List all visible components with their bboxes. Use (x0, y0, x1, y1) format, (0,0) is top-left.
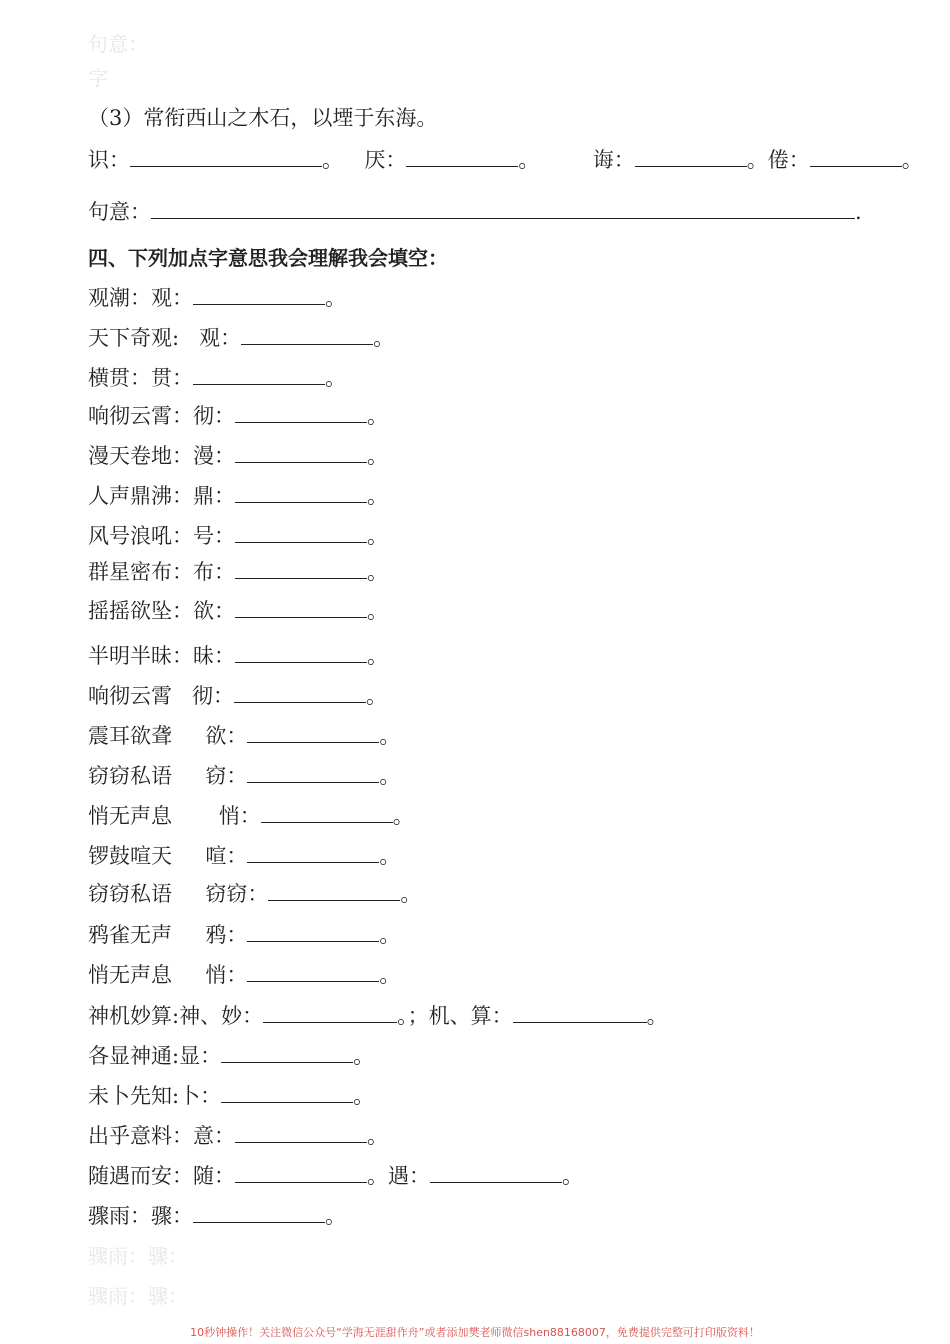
answer-blank[interactable] (193, 364, 325, 385)
answer-blank[interactable] (513, 1002, 647, 1023)
punct: 。 (379, 764, 401, 788)
vocab-row (88, 442, 388, 470)
vocab-row (88, 1002, 668, 1030)
vocab-row (88, 1082, 374, 1110)
vocab-phrase: 骤雨：骤： (88, 1204, 193, 1228)
q3-meaning-row (88, 198, 862, 226)
punct: 。 (322, 148, 343, 172)
answer-blank[interactable] (235, 482, 367, 503)
answer-blank[interactable] (193, 1202, 325, 1223)
punct: 。 (367, 484, 388, 508)
item-label: 诲： (592, 148, 635, 172)
punct: 。 (379, 963, 401, 987)
answer-blank[interactable] (241, 324, 373, 345)
vocab-row (88, 642, 388, 670)
vocab-phrase: 横贯：贯： (88, 366, 193, 390)
punct: 。 (646, 1004, 668, 1028)
vocab-row (88, 722, 400, 750)
answer-blank[interactable] (235, 442, 367, 463)
vocab-row (88, 482, 388, 510)
answer-blank[interactable] (221, 1042, 353, 1063)
punct: 。 (367, 560, 388, 584)
vocab-phrase: 窃窃私语 窃窃： (88, 882, 269, 906)
vocab-row (88, 1162, 583, 1190)
vocab-phrase: 观潮：观： (88, 286, 193, 310)
punct: 。 (367, 404, 388, 428)
vocab-row (88, 597, 388, 625)
ghost-text: 骤雨：骤： (88, 1284, 188, 1308)
item-label: 倦： (767, 148, 810, 172)
vocab-phrase: 未卜先知:卜： (88, 1084, 222, 1108)
vocab-phrase: 摇摇欲坠：欲： (88, 599, 235, 623)
answer-blank[interactable] (235, 558, 367, 579)
punct: 。 (367, 1124, 388, 1148)
vocab-phrase: 半明半昧：昧： (88, 644, 235, 668)
vocab-phrase: 人声鼎沸：鼎： (88, 484, 235, 508)
vocab-row (88, 682, 387, 710)
punct: 。 (562, 1164, 583, 1188)
punct: 。 (325, 1204, 346, 1228)
punct: 。 (325, 286, 346, 310)
punct: 。 (353, 1084, 375, 1108)
answer-blank[interactable] (247, 722, 379, 743)
answer-blank[interactable] (263, 1002, 397, 1023)
punct: 。 (367, 444, 388, 468)
vocab-row (88, 921, 400, 949)
punct: 。 (366, 684, 388, 708)
vocab-row (88, 324, 394, 352)
vocab-row (88, 762, 400, 790)
answer-blank[interactable] (235, 402, 367, 423)
punct: 。 (392, 804, 414, 828)
vocab-phrase: 锣鼓喧天 喧： (88, 844, 248, 868)
punct: 。 (373, 326, 395, 350)
vocab-phrase: 风号浪吼：号： (88, 524, 235, 548)
punct: 。 (746, 148, 768, 172)
vocab-row (88, 880, 421, 908)
punct: 。 (379, 844, 401, 868)
ghost-text: 骤雨：骤： (88, 1244, 188, 1268)
vocab-phrase: 漫天卷地：漫： (88, 444, 235, 468)
meaning-label: 句意： (88, 200, 151, 224)
answer-blank[interactable] (234, 682, 366, 703)
vocab-row (88, 522, 388, 550)
vocab-phrase: 悄无声息 悄： (88, 963, 248, 987)
vocab-row (88, 802, 414, 830)
vocab-phrase: 震耳欲聋 欲： (88, 724, 248, 748)
answer-blank[interactable] (235, 522, 367, 543)
answer-blank[interactable] (235, 1122, 367, 1143)
punct: 。 (518, 148, 540, 172)
vocab-phrase: 出乎意料：意： (88, 1124, 235, 1148)
answer-blank[interactable] (247, 961, 379, 982)
footer-notice: 10秒钟操作！关注微信公众号“学海无涯甜作舟”或者添加樊老师微信shen88168007，免费提供完整可打印版资料！ (190, 1326, 760, 1339)
answer-blank[interactable] (268, 880, 400, 901)
answer-blank[interactable] (235, 642, 367, 663)
answer-blank[interactable] (221, 1082, 353, 1103)
section-heading: 四、下列加点字意思我会理解我会填空： (88, 246, 448, 270)
vocab-phrase: 天下奇观: 观： (88, 326, 242, 350)
answer-blank[interactable] (430, 1162, 562, 1183)
answer-blank[interactable] (247, 842, 379, 863)
punct: 。；机、算： (397, 1004, 513, 1028)
vocab-phrase: 鸦雀无声 鸦： (88, 923, 248, 947)
answer-blank[interactable] (235, 1162, 367, 1183)
answer-blank[interactable] (261, 802, 393, 823)
answer-blank[interactable] (635, 146, 747, 167)
item-label: 厌： (364, 148, 407, 172)
punct: 。 (353, 1044, 375, 1068)
answer-blank[interactable] (193, 284, 325, 305)
vocab-row (88, 961, 400, 989)
vocab-phrase: 悄无声息 悄： (88, 804, 261, 828)
answer-blank[interactable] (247, 921, 379, 942)
punct: 。 (379, 923, 401, 947)
vocab-row (88, 1202, 346, 1230)
answer-blank[interactable] (810, 146, 902, 167)
vocab-row (88, 1042, 374, 1070)
punct: . (855, 200, 862, 224)
meaning-blank[interactable] (151, 198, 855, 219)
ghost-text: 字 (88, 66, 108, 90)
vocab-row (88, 284, 346, 312)
punct: 。 (367, 524, 388, 548)
vocab-phrase: 随遇而安：随： (88, 1164, 235, 1188)
ghost-text: 句意： (88, 32, 148, 56)
answer-blank[interactable] (235, 597, 367, 618)
punct: 。 (400, 882, 422, 906)
vocab-row (88, 558, 388, 586)
vocab-phrase: 响彻云霄 彻： (88, 684, 235, 708)
item-label: 识： (88, 148, 130, 172)
answer-blank[interactable] (247, 762, 379, 783)
punct: 。 (901, 148, 923, 172)
punct: 。遇： (367, 1164, 430, 1188)
punct: 。 (379, 724, 401, 748)
vocab-phrase: 群星密布：布： (88, 560, 235, 584)
punct: 。 (367, 644, 388, 668)
vocab-row (88, 364, 346, 392)
vocab-phrase: 窃窃私语 窃： (88, 764, 248, 788)
punct: 。 (367, 599, 388, 623)
vocab-phrase: 各显神通:显： (88, 1044, 222, 1068)
q3-items-row (88, 146, 923, 174)
answer-blank[interactable] (406, 146, 518, 167)
vocab-row (88, 402, 388, 430)
vocab-phrase: 响彻云霄：彻： (88, 404, 235, 428)
q3-sentence: （3）常衔西山之木石，以堙于东海。 (88, 106, 438, 130)
vocab-phrase: 神机妙算:神、妙： (88, 1004, 264, 1028)
answer-blank[interactable] (130, 146, 322, 167)
vocab-row (88, 842, 400, 870)
punct: 。 (325, 366, 346, 390)
vocab-row (88, 1122, 388, 1150)
